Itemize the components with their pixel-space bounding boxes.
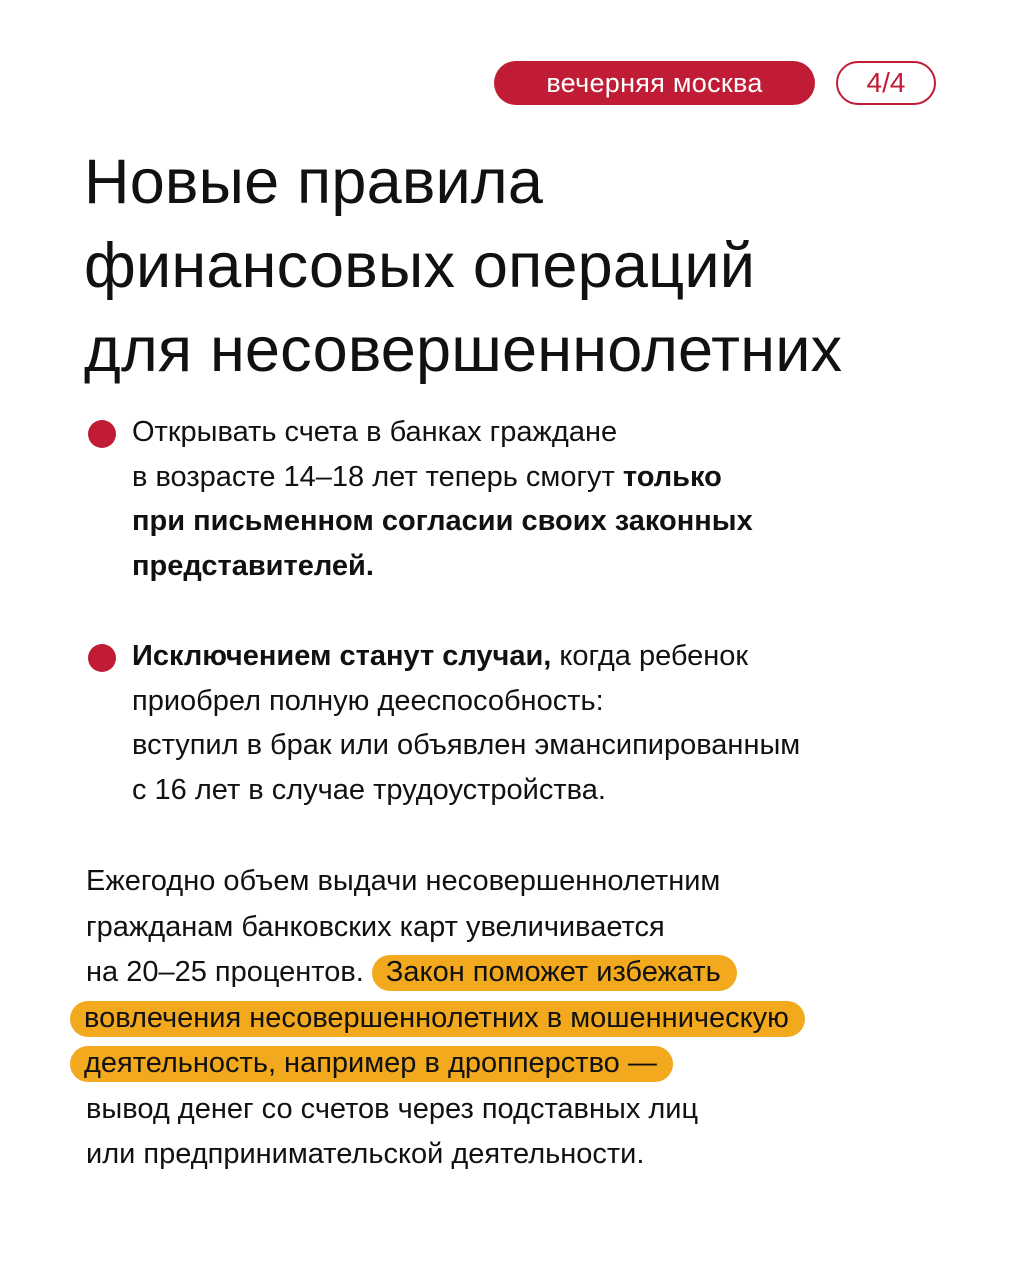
paragraph-line xyxy=(86,1041,986,1087)
paragraph-line xyxy=(86,950,986,996)
bullet-line-plain: в возрасте 14–18 лет теперь смогут xyxy=(132,460,623,493)
brand-badge: вечерняя москва xyxy=(494,61,815,105)
bullet-line: с 16 лет в случае трудоустройства. xyxy=(132,773,606,806)
bullet-line: представителей. xyxy=(132,549,374,582)
bullet-item-exceptions xyxy=(88,634,968,812)
bullet-text xyxy=(132,634,968,812)
bullet-line-bold: только xyxy=(622,460,722,493)
paragraph-plain-text: на 20–25 процентов. xyxy=(86,956,364,988)
bullet-line-bold: Исключением станут случаи, xyxy=(132,640,552,672)
bullet-item-accounts xyxy=(88,410,968,588)
bullet-text xyxy=(132,410,968,588)
body-paragraph xyxy=(86,859,986,1178)
title-line-1: Новые правила xyxy=(84,147,544,217)
bullet-line: Открывать счета в банках граждане xyxy=(132,416,618,448)
page-indicator: 4/4 xyxy=(836,61,936,105)
bullet-line: при письменном согласии своих законных xyxy=(132,505,753,537)
bullet-line xyxy=(132,455,968,500)
bullet-dot-icon xyxy=(88,644,116,672)
paragraph-line xyxy=(86,996,986,1042)
highlighted-text: вовлечения несовершеннолетних в мошенническую xyxy=(70,1001,805,1037)
title-line-2: финансовых операций xyxy=(84,231,756,301)
highlighted-text: Закон поможет избежать xyxy=(372,955,737,991)
bullet-line xyxy=(132,634,968,679)
title-line-3: для несовершеннолетних xyxy=(84,315,843,385)
paragraph-line: вывод денег со счетов через подставных лиц xyxy=(86,1092,699,1125)
page-title xyxy=(84,140,984,392)
paragraph-line: или предпринимательской деятельности. xyxy=(86,1138,645,1170)
paragraph-line: Ежегодно объем выдачи несовершеннолетним xyxy=(86,865,721,897)
bullet-line: вступил в брак или объявлен эмансипированным xyxy=(132,729,801,761)
highlighted-text: деятельность, например в дропперство — xyxy=(70,1046,673,1082)
bullet-line: приобрел полную дееспособность: xyxy=(132,684,604,717)
bullet-line-plain: когда ребенок xyxy=(551,640,749,672)
bullet-dot-icon xyxy=(88,420,116,448)
paragraph-line: гражданам банковских карт увеличивается xyxy=(86,910,665,943)
